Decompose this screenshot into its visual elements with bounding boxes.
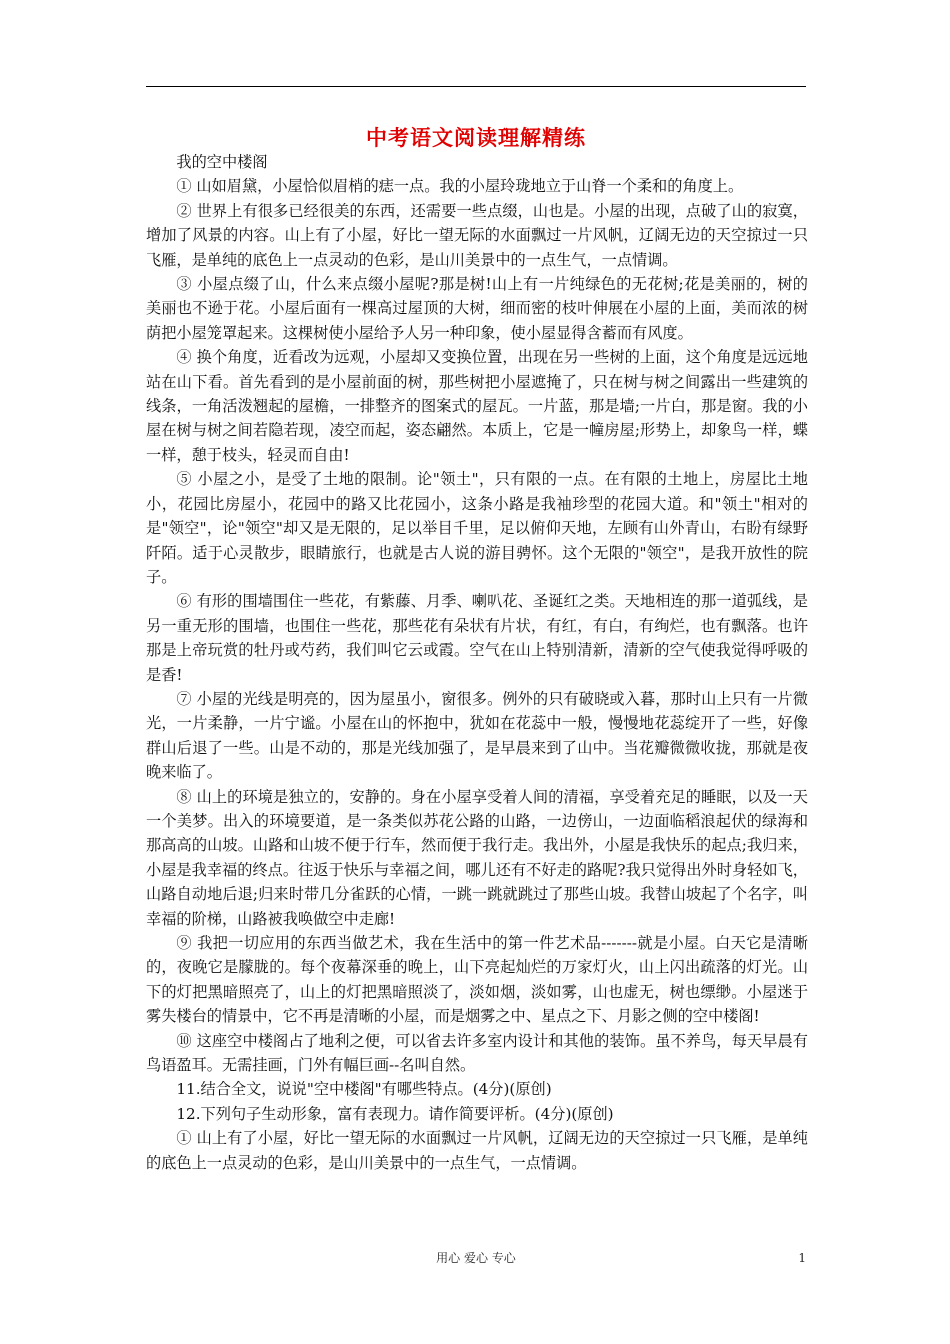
- paragraph-9: ⑨ 我把一切应用的东西当做艺术，我在生活中的第一件艺术品-------就是小屋。白天它是清晰的，夜晚它是朦胧的。每个夜幕深垂的晚上，山下亮起灿烂的万家灯火，山上闪出疏落的灯光。山下的灯把黑暗照亮了，山上的灯把黑暗照淡了，淡如烟，淡如雾，山也虚无，树也缥缈。小屋迷于雾失楼台的情景中，它不再是清晰的小屋，而是烟雾之中、星点之下、月影之侧的空中楼阁!: [146, 934, 808, 1026]
- paragraph-7: ⑦ 小屋的光线是明亮的，因为屋虽小，窗很多。例外的只有破晓或入暮，那时山上只有一片微光，一片柔静，一片宁谧。小屋在山的怀抱中，犹如在花蕊中一般，慢慢地花蕊绽开了一些，好像群山后退了一些。山是不动的，那是光线加强了，是早晨来到了山中。当花瓣微微收拢，那就是夜晚来临了。: [146, 689, 808, 782]
- paragraph-4: ④ 换个角度，近看改为远观，小屋却又变换位置，出现在另一些树的上面，这个角度是远远地站在山下看。首先看到的是小屋前面的树，那些树把小屋遮掩了，只在树与树之间露出一些建筑的线条，一角活泼翘起的屋檐，一排整齐的图案式的屋瓦。一片蓝，那是墙;一片白，那是窗。我的小屋在树与树之间若隐若现，凌空而起，姿态翩然。本质上，它是一幢房屋;形势上，却象鸟一样，蝶一样，憩于枝头，轻灵而自由!: [146, 348, 808, 464]
- paragraph-2: ② 世界上有很多已经很美的东西，还需要一些点缀，山也是。小屋的出现，点破了山的寂寞，增加了风景的内容。山上有了小屋，好比一望无际的水面飘过一片风帆，辽阔无边的天空掠过一只飞雁，是单纯的底色上一点灵动的色彩，是山川美景中的一点生气，一点情调。: [146, 201, 808, 269]
- question-12: 12.下列句子生动形象，富有表现力。请作简要评析。(4分)(原创): [176, 1104, 614, 1123]
- question-12-sentence-1: ① 山上有了小屋，好比一望无际的水面飘过一片风帆，辽阔无边的天空掠过一只飞雁，是单纯的底色上一点灵动的色彩，是山川美景中的一点生气，一点情调。: [146, 1129, 808, 1172]
- header-rule: [146, 86, 806, 87]
- paragraph-5: ⑤ 小屋之小，是受了土地的限制。论"领土"，只有限的一点。在有限的土地上，房屋比土地小，花园比房屋小，花园中的路又比花园小，这条小路是我袖珍型的花园大道。和"领土"相对的是"领空"，论"领空"却又是无限的，足以举目千里，足以俯仰天地，左顾有山外青山，右盼有绿野阡陌。适于心灵散步，眼睛旅行，也就是古人说的游目骋怀。这个无限的"领空"，是我开放性的院子。: [146, 470, 808, 586]
- paragraph-6: ⑥ 有形的围墙围住一些花，有紫藤、月季、喇叭花、圣诞红之类。天地相连的那一道弧线，是另一重无形的围墙，也围住一些花，那些花有朵状有片状，有红，有白，有绚烂，也有飘落。也许那是上帝玩赏的牡丹或芍药，我们叫它云或霞。空气在山上特别清新，清新的空气使我觉得呼吸的是香!: [146, 592, 808, 684]
- paragraph-10: ⑩ 这座空中楼阁占了地利之便，可以省去许多室内设计和其他的装饰。虽不养鸟，每天早晨有鸟语盈耳。无需挂画，门外有幅巨画--名叫自然。: [146, 1031, 808, 1075]
- page-footer: 用心 爱心 专心: [436, 1251, 516, 1265]
- paragraph-3: ③ 小屋点缀了山，什么来点缀小屋呢?那是树!山上有一片纯绿色的无花树;花是美丽的，树的美丽也不逊于花。小屋后面有一棵高过屋顶的大树，细而密的枝叶伸展在小屋的上面，美而浓的树荫把小屋笼罩起来。这棵树使小屋给予人另一种印象，使小屋显得含蓄而有风度。: [146, 275, 808, 342]
- paragraph-1: ① 山如眉黛，小屋恰似眉梢的痣一点。我的小屋玲珑地立于山脊一个柔和的角度上。: [176, 177, 744, 196]
- paragraph-8: ⑧ 山上的环境是独立的，安静的。身在小屋享受着人间的清福，享受着充足的睡眠，以及一天一个美梦。出入的环境要道，是一条类似苏花公路的山路，一边傍山，一边面临稻浪起伏的绿海和那高高的山坡。山路和山坡不便于行车，然而便于我行走。我出外，小屋是我快乐的起点;我归来，小屋是我幸福的终点。往返于快乐与幸福之间，哪儿还有不好走的路呢?我只觉得出外时身轻如飞，山路自动地后退;归来时带几分雀跃的心情，一跳一跳就跳过了那些山坡。我替山坡起了个名字，叫幸福的阶梯，山路被我唤做空中走廊!: [146, 787, 808, 928]
- document-body: [146, 150, 808, 1175]
- essay-title: 我的空中楼阁: [176, 153, 268, 171]
- page-number: 1: [798, 1251, 806, 1265]
- document-title: 中考语文阅读理解精练: [366, 125, 586, 150]
- question-11: 11.结合全文，说说"空中楼阁"有哪些特点。(4分)(原创): [176, 1080, 552, 1099]
